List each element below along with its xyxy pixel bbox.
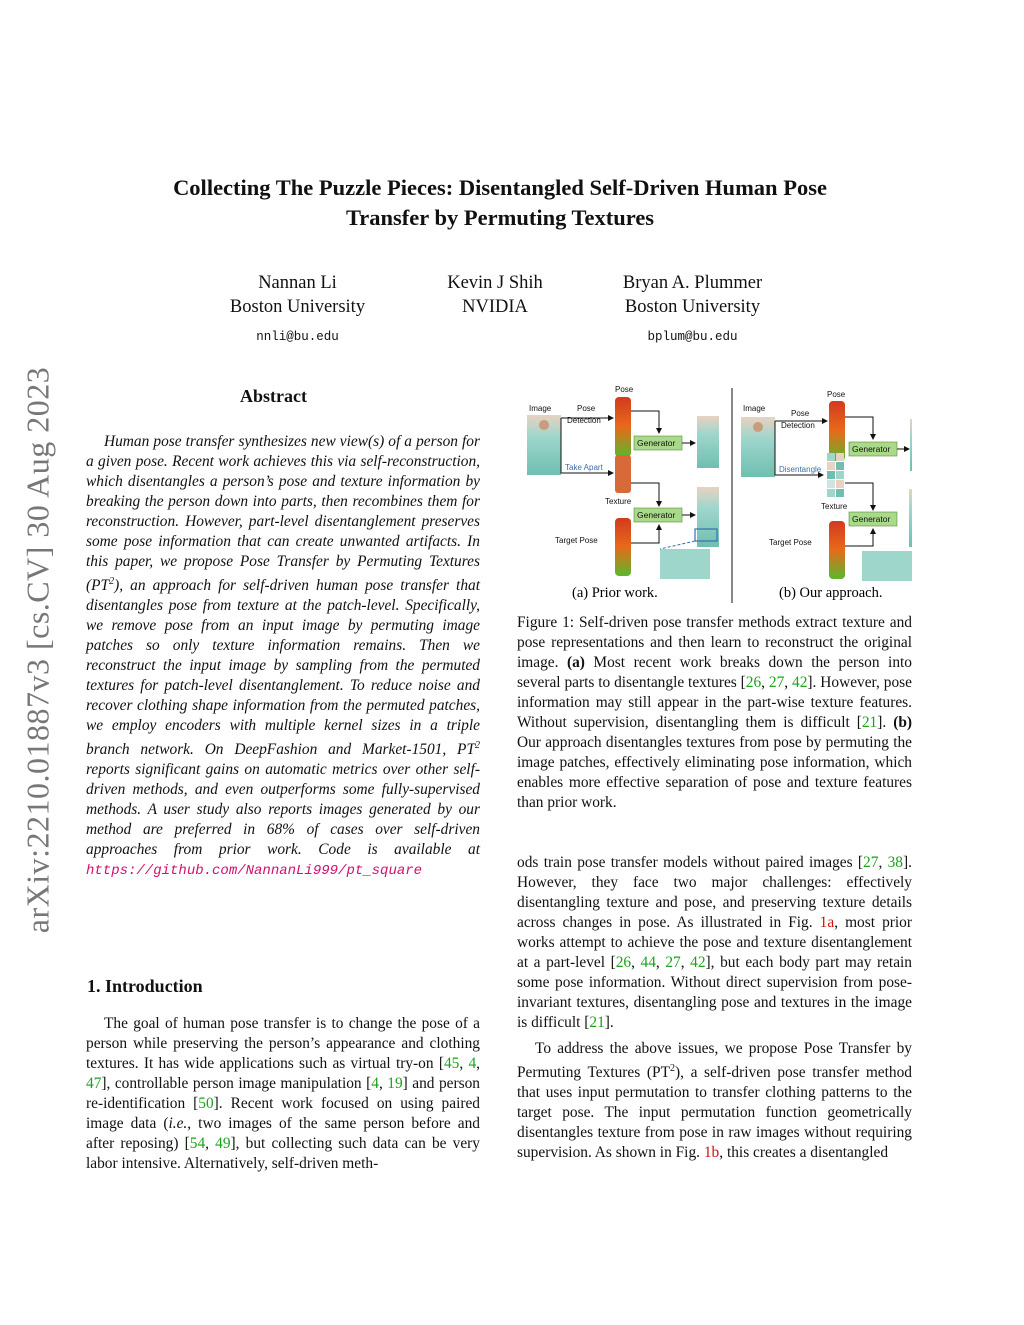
figure-1	[517, 383, 912, 605]
label-pose: Pose	[615, 385, 634, 394]
pose-heatmap	[615, 397, 631, 457]
author-block-3	[590, 271, 795, 349]
citation[interactable]: 21	[861, 714, 878, 731]
code-link[interactable]: https://github.com/NannanLi999/pt_square	[86, 863, 423, 880]
svg-text:Generator: Generator	[852, 514, 891, 524]
output-person-photo	[909, 489, 912, 547]
label-pose-detection: Pose	[577, 404, 596, 413]
label-image: Image	[743, 404, 766, 413]
intro-body: The goal of human pose transfer is to change the pose of a person while preserving the person’s appearance and clothing textures. It has wide applications such as virtual try-on [45, 4, 47], controllable person image manipulation [4, 19] and person re-identification [50]. Recent work focused on using paired image data (i.e., two images of the same person before and after reposing) [54, 49], but collecting such data can be very labor intensive. Alternatively, self-driven meth-	[86, 1015, 481, 1172]
svg-text:Pose: Pose	[791, 409, 810, 418]
label-disentangle: Disentangle	[779, 465, 822, 474]
citation[interactable]: 42	[690, 954, 706, 971]
zoom-crop	[660, 549, 710, 579]
label-target-pose: Target Pose	[555, 536, 598, 545]
citation[interactable]: 38	[887, 854, 903, 871]
citation[interactable]: 19	[387, 1075, 403, 1092]
label-image: Image	[529, 404, 552, 413]
abstract-body: Human pose transfer synthesizes new view(s) of a person for a given pose. Recent work achieves this via self-reconstruction, which disentangles a person’s pose and texture information by breaking the person down into parts, then recombines them for reconstruction. However, part-level disentanglement preserves some pose information that can create unwanted artifacts. In this paper, we propose Pose Transfer by Permuting Textures $(PT^2)$, an approach for self-driven human pose transfer that disentangles pose from texture at the patch-level. Specifically, we remove pose from an input image by permuting image patches so only texture information remains. Then we reconstruct the input image by sampling from the permuted textures for patch-level disentanglement. To reduce noise and recover clothing shape information from the permuted patches, we employ encoders with multiple kernel sizes in a triple branch network. On DeepFashion and Market-1501, $PT^2$ reports significant gains on automatic metrics over other self-driven methods, and even outperforms some fully-supervised methods. A user study also reports images generated by our method are preferred in 68% of cases over self-driven approaches from prior work. Code is available at https://github.com/NannanLi999/pt_square	[86, 433, 480, 880]
output-person-photo	[697, 487, 719, 547]
figure-1-caption: Figure 1: Self-driven pose transfer methods extract texture and pose representations and then learn to reconstruct the original image. (a) Most recent work breaks down the person into several parts to disentangle textures [26, 27, 42]. However, pose information may still appear in the part-wise texture features. Without supervision, disentangling them is difficult [21]. (b) Our approach disentangles textures from pose by permuting the image patches, effectively eliminating pose information, which enables more effective separation of pose and texture features than prior work.	[517, 614, 912, 811]
citation[interactable]: 50	[198, 1095, 214, 1112]
label-take-apart: Take Apart	[565, 463, 603, 472]
citation[interactable]: 21	[589, 1014, 605, 1031]
citation[interactable]: 27	[665, 954, 681, 971]
title-line-1: Collecting The Puzzle Pieces: Disentangled Self-Driven Human Pose	[173, 175, 827, 200]
arxiv-identifier-stamp	[8, 345, 68, 955]
right-column-body: ods train pose transfer models without paired images [27, 38]. However, they face two major challenges: effectively disentangling texture and pose, and preserving texture details across changes in pose. As illustrated in Fig. 1a, most prior works attempt to achieve the pose and texture disentanglement at a part-level [26, 44, 27, 42], but each body part may retain some pose information. Without direct supervision from pose-invariant textures, disentangling pose and textures in the image is difficult [21]. To address the above issues, we propose Pose Transfer by Permuting Textures $(PT^2)$, a self-driven pose transfer method that uses input permutation to transfer clothing patterns to the target pose. The input permutation function geometrically disentangles texture from pose in raw images without requiring supervision. As shown in Fig. 1b, this creates a disentangled	[517, 854, 912, 1162]
target-pose-heatmap	[829, 521, 845, 579]
author-affiliation: Boston University	[229, 297, 366, 317]
panel-prior-work	[527, 385, 719, 601]
citation[interactable]: 4	[468, 1055, 477, 1072]
citation[interactable]: 4	[371, 1075, 379, 1092]
svg-text:Generator: Generator	[852, 444, 891, 454]
author-email[interactable]: nnli@bu.edu	[256, 330, 339, 344]
panel-our-approach	[741, 390, 912, 601]
author-name: Nannan Li	[258, 273, 337, 293]
citation[interactable]: 54	[189, 1135, 206, 1152]
svg-text:Detection: Detection	[567, 416, 601, 425]
title-line-2: Transfer by Permuting Textures	[345, 205, 655, 230]
citation[interactable]: 45	[443, 1055, 460, 1072]
label-pose-detection: Detection	[781, 421, 815, 430]
pose-heatmap	[829, 401, 845, 461]
paper-title	[60, 173, 940, 233]
arxiv-id-text: arXiv:2210.01887v3 [cs.CV] 30 Aug 2023	[19, 366, 56, 934]
author-name: Kevin J Shih	[447, 273, 543, 293]
label-pose: Pose	[827, 390, 846, 399]
reconstructed-photo	[697, 416, 719, 468]
label-texture: Texture	[821, 502, 848, 511]
citation[interactable]: 42	[792, 674, 808, 691]
citation[interactable]: 27	[863, 854, 879, 871]
label-texture: Texture	[605, 497, 632, 506]
author-affiliation: NVIDIA	[462, 297, 528, 317]
subcaption-b: (b) Our approach.	[779, 585, 883, 601]
author-email[interactable]: bplum@bu.edu	[647, 330, 738, 344]
svg-text:Generator: Generator	[637, 438, 676, 448]
citation[interactable]: 26	[615, 954, 632, 971]
label-target-pose: Target Pose	[769, 538, 812, 547]
author-name: Bryan A. Plummer	[622, 273, 763, 293]
subcaption-a: (a) Prior work.	[572, 585, 658, 601]
intro-heading: 1. Introduction	[87, 976, 203, 996]
zoom-crop	[862, 551, 912, 581]
citation[interactable]: 47	[86, 1075, 102, 1092]
citation[interactable]: 27	[768, 674, 785, 691]
svg-text:Generator: Generator	[637, 510, 676, 520]
author-block-2	[410, 271, 580, 319]
author-block-1	[200, 271, 395, 349]
citation[interactable]: 26	[745, 674, 762, 691]
figure-1-diagram	[517, 383, 912, 605]
figure-ref[interactable]: 1b	[703, 1144, 720, 1162]
citation[interactable]: 49	[215, 1135, 231, 1152]
author-affiliation: Boston University	[624, 297, 761, 317]
abstract-heading: Abstract	[240, 386, 307, 406]
figure-ref[interactable]: 1a	[819, 914, 835, 931]
target-pose-heatmap	[615, 518, 631, 576]
citation[interactable]: 44	[640, 954, 656, 971]
